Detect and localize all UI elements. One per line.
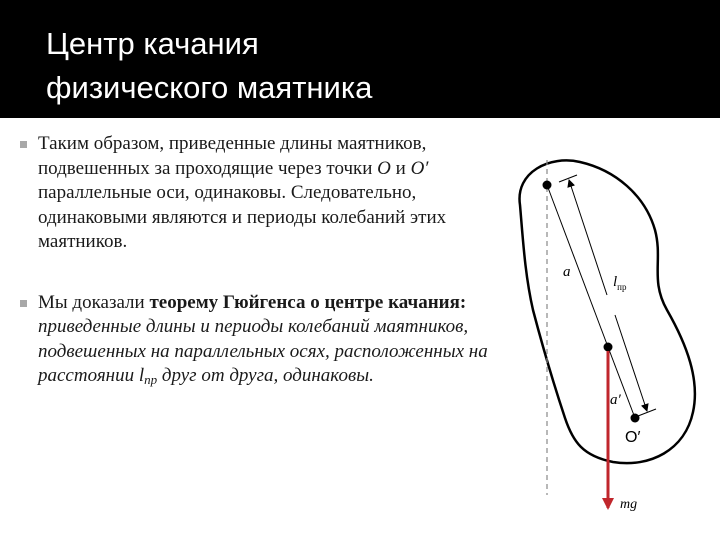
title-line-1: Центр качания — [46, 26, 259, 61]
label-l-symbol: l — [613, 274, 618, 290]
label-o-prime: O′ — [625, 429, 641, 446]
title-bar — [0, 0, 720, 118]
bullet-square-icon — [20, 141, 27, 148]
title-line-2: физического маятника — [46, 70, 373, 105]
l-dimension-arrow-up — [569, 180, 607, 295]
bullet-1-conjunction: и — [390, 157, 411, 179]
center-of-mass-line — [547, 185, 608, 347]
point-o-prime-label: O′ — [410, 157, 429, 179]
bullet-square-icon — [20, 300, 27, 307]
bullet-2-lead: Мы доказали — [38, 291, 150, 313]
pivot-point-o-prime — [631, 414, 640, 423]
center-of-mass-point — [604, 343, 613, 352]
bullet-list — [20, 132, 490, 429]
tick-top — [559, 175, 577, 182]
label-gravity-force: mg⃗ — [620, 497, 648, 512]
theorem-statement-end: друг от друга, одинаковы. — [157, 365, 374, 386]
label-l-subscript: пр — [617, 282, 627, 292]
bullet-1-text-end: параллельные оси, одинаковы. Следовательно, одинаковыми являются и периоды колебаний этих маятников. — [38, 182, 447, 252]
slide-title — [46, 22, 372, 110]
huygens-theorem-name: теорему Гюйгенса о центре качания: — [149, 291, 467, 313]
point-o-label: O — [377, 157, 391, 179]
pendulum-diagram — [495, 150, 720, 530]
label-a-prime: a′ — [610, 392, 621, 408]
pivot-point-o — [543, 181, 552, 190]
distance-symbol-l: l — [138, 365, 145, 386]
bullet-1-text-start: Таким образом, приведенные длины маятников, подвешенных за проходящие через точки — [38, 133, 427, 179]
bullet-item-2 — [20, 291, 490, 393]
label-l — [613, 274, 627, 292]
theorem-statement: приведенные длины и периоды колебаний маятников, подвешенных на параллельных осях, расположенных на расстоянии — [38, 316, 488, 386]
distance-symbol — [139, 365, 157, 386]
label-a: a — [563, 264, 571, 280]
bullet-item-1 — [20, 132, 490, 255]
distance-symbol-subscript: пр — [144, 372, 158, 387]
